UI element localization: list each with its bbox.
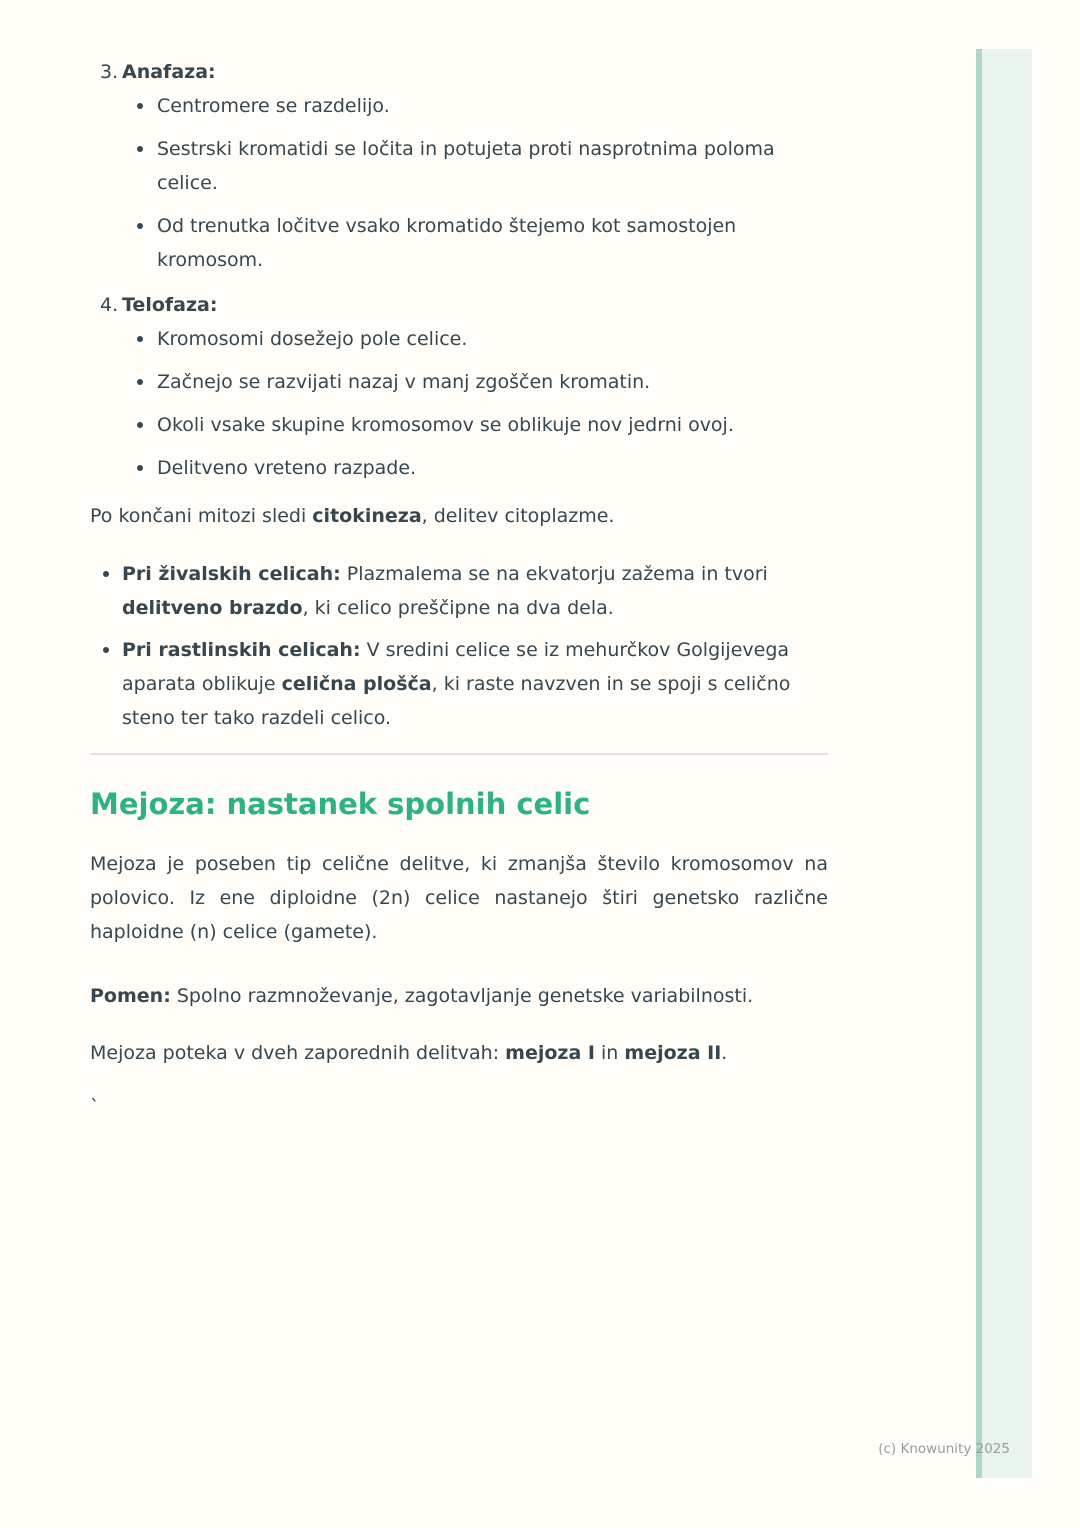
bullet-icon — [103, 571, 109, 577]
bullet-text: Pri živalskih celicah: Plazmalema se na ekvatorju zažema in tvori delitveno brazdo, ki celico preščipne na dva dela. — [122, 563, 768, 619]
mejoza-intro-paragraph: Mejoza je poseben tip celične delitve, ki zmanjša število kromosomov na polovico. Iz ene diploidne (2n) celice nastanejo štiri genetsko različne haploidne (n) celice (gamete). — [90, 853, 828, 943]
telofaza-bullet-list — [90, 322, 828, 485]
cell-type-bullet-list — [90, 557, 828, 735]
item-number: 4. — [100, 294, 119, 316]
bullet-icon — [137, 465, 143, 471]
bullet-text: Kromosomi dosežejo pole celice. — [157, 328, 468, 350]
list-item-plant-cells — [103, 633, 828, 735]
item-title-telofaza: Telofaza: — [122, 294, 218, 316]
anafaza-bullet-list — [90, 89, 828, 277]
bullet-marker — [137, 132, 157, 200]
bullet-text: Začnejo se razvijati nazaj v manj zgoščen kromatin. — [157, 371, 651, 393]
item-number: 3. — [100, 61, 119, 83]
bullet-text: Pri rastlinskih celicah: V sredini celice se iz mehurčkov Golgijevega aparata oblikuje celična plošča, ki raste navzven in se spoji s celično steno ter tako razdeli celico. — [122, 639, 791, 729]
footer-copyright: (c) Knowunity 2025 — [878, 1441, 1010, 1457]
citokineza-paragraph: Po končani mitozi sledi citokineza, delitev citoplazme. — [90, 505, 615, 527]
bullet-text: Okoli vsake skupine kromosomov se oblikuje nov jedrni ovoj. — [157, 414, 734, 436]
bullet-text: Centromere se razdelijo. — [157, 95, 390, 117]
list-item — [137, 365, 828, 399]
item-title-anafaza: Anafaza: — [122, 61, 216, 83]
list-item-animal-cells — [103, 557, 828, 625]
bullet-marker — [137, 451, 157, 485]
bullet-icon — [137, 422, 143, 428]
bullet-icon — [137, 379, 143, 385]
stripe-panel — [982, 49, 1032, 1478]
bullet-icon — [103, 647, 109, 653]
numbered-item-anafaza — [90, 55, 828, 89]
bullet-icon — [137, 146, 143, 152]
pomen-paragraph: Pomen: Spolno razmnoževanje, zagotavljanje genetske variabilnosti. — [90, 985, 754, 1007]
list-item — [137, 132, 828, 200]
bullet-icon — [137, 336, 143, 342]
section-divider — [90, 753, 828, 755]
numbered-item-telofaza — [90, 288, 828, 322]
section-heading-mejoza: Mejoza: nastanek spolnih celic — [90, 787, 591, 821]
bullet-icon — [137, 223, 143, 229]
bullet-marker — [103, 633, 122, 735]
page-margin-stripe — [976, 49, 1032, 1478]
list-item — [137, 451, 828, 485]
divisions-paragraph: Mejoza poteka v dveh zaporednih delitvah: mejoza I in mejoza II. — [90, 1042, 728, 1064]
bullet-marker — [137, 322, 157, 356]
bullet-marker — [103, 557, 122, 625]
bullet-marker — [137, 89, 157, 123]
list-item — [137, 89, 828, 123]
bullet-marker — [137, 408, 157, 442]
list-item — [137, 408, 828, 442]
bullet-text: Delitveno vreteno razpade. — [157, 457, 417, 479]
bullet-text: Sestrski kromatidi se ločita in potujeta proti nasprotnima poloma celice. — [157, 138, 775, 194]
bullet-marker — [137, 365, 157, 399]
list-item — [137, 209, 828, 277]
stray-character: ` — [90, 1096, 100, 1118]
bullet-text: Od trenutka ločitve vsako kromatido štejemo kot samostojen kromosom. — [157, 215, 737, 271]
document-content — [90, 0, 828, 1124]
bullet-marker — [137, 209, 157, 277]
list-item — [137, 322, 828, 356]
bullet-icon — [137, 103, 143, 109]
